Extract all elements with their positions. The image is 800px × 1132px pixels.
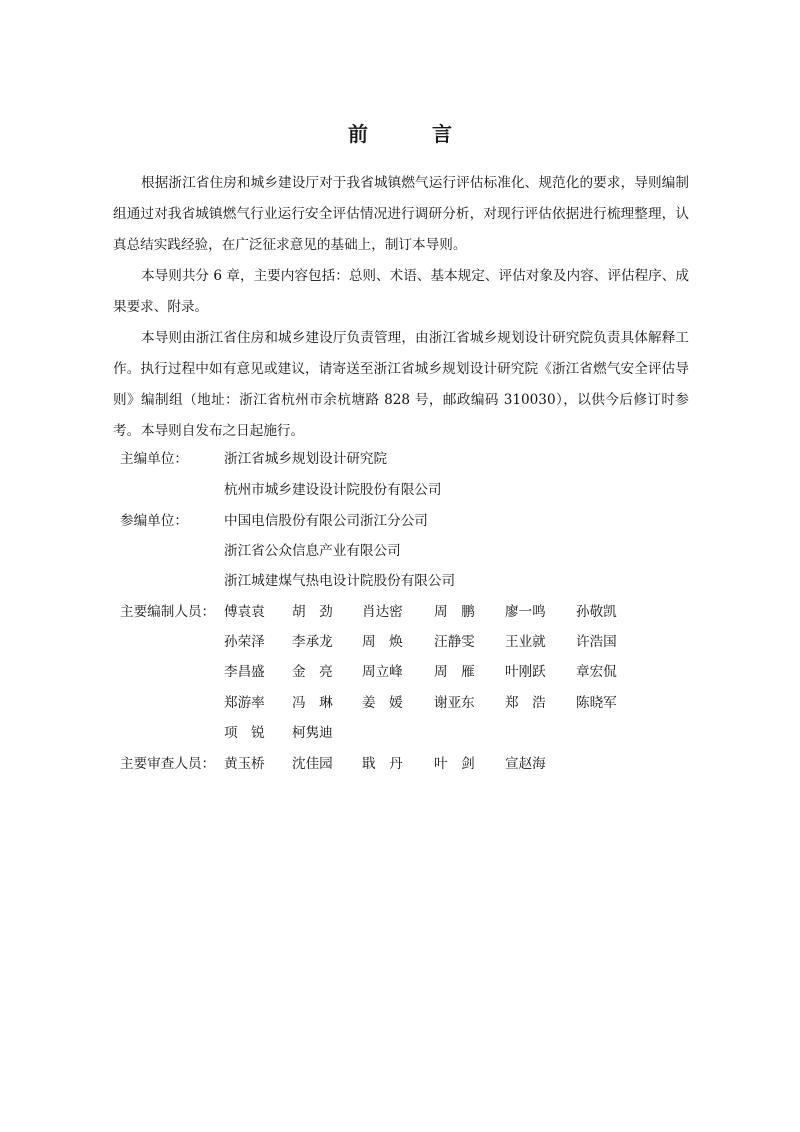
participating-units-label: 参编单位： <box>120 513 188 529</box>
chief-unit-item: 浙江省城乡规划设计研究院 <box>224 451 388 467</box>
person-name: 项 锐 <box>224 725 265 741</box>
person-name: 谢亚东 <box>434 695 475 711</box>
person-name: 沈佳园 <box>292 756 333 772</box>
person-name: 叶 剑 <box>434 756 475 772</box>
person-name: 周 焕 <box>362 634 403 650</box>
chief-unit-item: 杭州市城乡建设设计院股份有限公司 <box>224 482 442 498</box>
person-name: 周 鹏 <box>434 604 475 620</box>
person-name: 郑 浩 <box>505 695 546 711</box>
person-name: 周立峰 <box>362 664 403 680</box>
page-title: 前 言 <box>348 122 474 146</box>
paragraph-contents: 本导则共分 6 章，主要内容包括：总则、术语、基本规定、评估对象及内容、评估程序、成果要求、附录。 <box>113 268 689 315</box>
person-name: 宣赵海 <box>505 756 546 772</box>
paragraph-effective: 本导则自发布之日起施行。 <box>141 423 305 439</box>
reviewers-label: 主要审查人员： <box>120 756 216 772</box>
person-name: 金 亮 <box>292 664 333 680</box>
participating-unit-item: 中国电信股份有限公司浙江分公司 <box>224 513 428 529</box>
person-name: 姜 媛 <box>362 695 403 711</box>
person-name: 胡 劲 <box>292 604 333 620</box>
person-name: 戢 丹 <box>362 756 403 772</box>
person-name: 肖达密 <box>362 604 403 620</box>
person-name: 孙荣泽 <box>224 634 265 650</box>
person-name: 黄玉桥 <box>224 756 265 772</box>
person-name: 李承龙 <box>292 634 333 650</box>
person-name: 叶刚跃 <box>505 664 546 680</box>
paragraph-management: 本导则由浙江省住房和城乡建设厅负责管理，由浙江省城乡规划设计研究院负责具体解释工作。执行过程中如有意见或建议，请寄送至浙江省城乡规划设计研究院《浙江省燃气安全评估导则》编制组（地址：浙江省杭州市余杭塘路 828 号，邮政编码 310030），以供今后修订时参考。 <box>113 330 689 439</box>
person-name: 周 雁 <box>434 664 475 680</box>
person-name: 李昌盛 <box>224 664 265 680</box>
person-name: 汪静雯 <box>434 634 475 650</box>
person-name: 郑游率 <box>224 695 265 711</box>
person-name: 柯隽迪 <box>292 725 333 741</box>
participating-unit-item: 浙江城建煤气热电设计院股份有限公司 <box>224 573 456 589</box>
chief-units-label: 主编单位： <box>120 451 188 467</box>
person-name: 廖一鸣 <box>505 604 546 620</box>
person-name: 陈晓军 <box>576 695 617 711</box>
person-name: 孙敬凯 <box>576 604 617 620</box>
person-name: 王业就 <box>505 634 546 650</box>
person-name: 许浩国 <box>576 634 617 650</box>
participating-unit-item: 浙江省公众信息产业有限公司 <box>224 543 401 559</box>
person-name: 章宏侃 <box>576 664 617 680</box>
paragraph-background: 根据浙江省住房和城乡建设厅对于我省城镇燃气运行评估标准化、规范化的要求，导则编制组通过对我省城镇燃气行业运行安全评估情况进行调研分析，对现行评估依据进行梳理整理，认真总结实践经验，在广泛征求意见的基础上，制订本导则。 <box>113 175 689 253</box>
drafters-label: 主要编制人员： <box>120 604 216 620</box>
person-name: 傅袁袁 <box>224 604 265 620</box>
person-name: 冯 琳 <box>292 695 333 711</box>
